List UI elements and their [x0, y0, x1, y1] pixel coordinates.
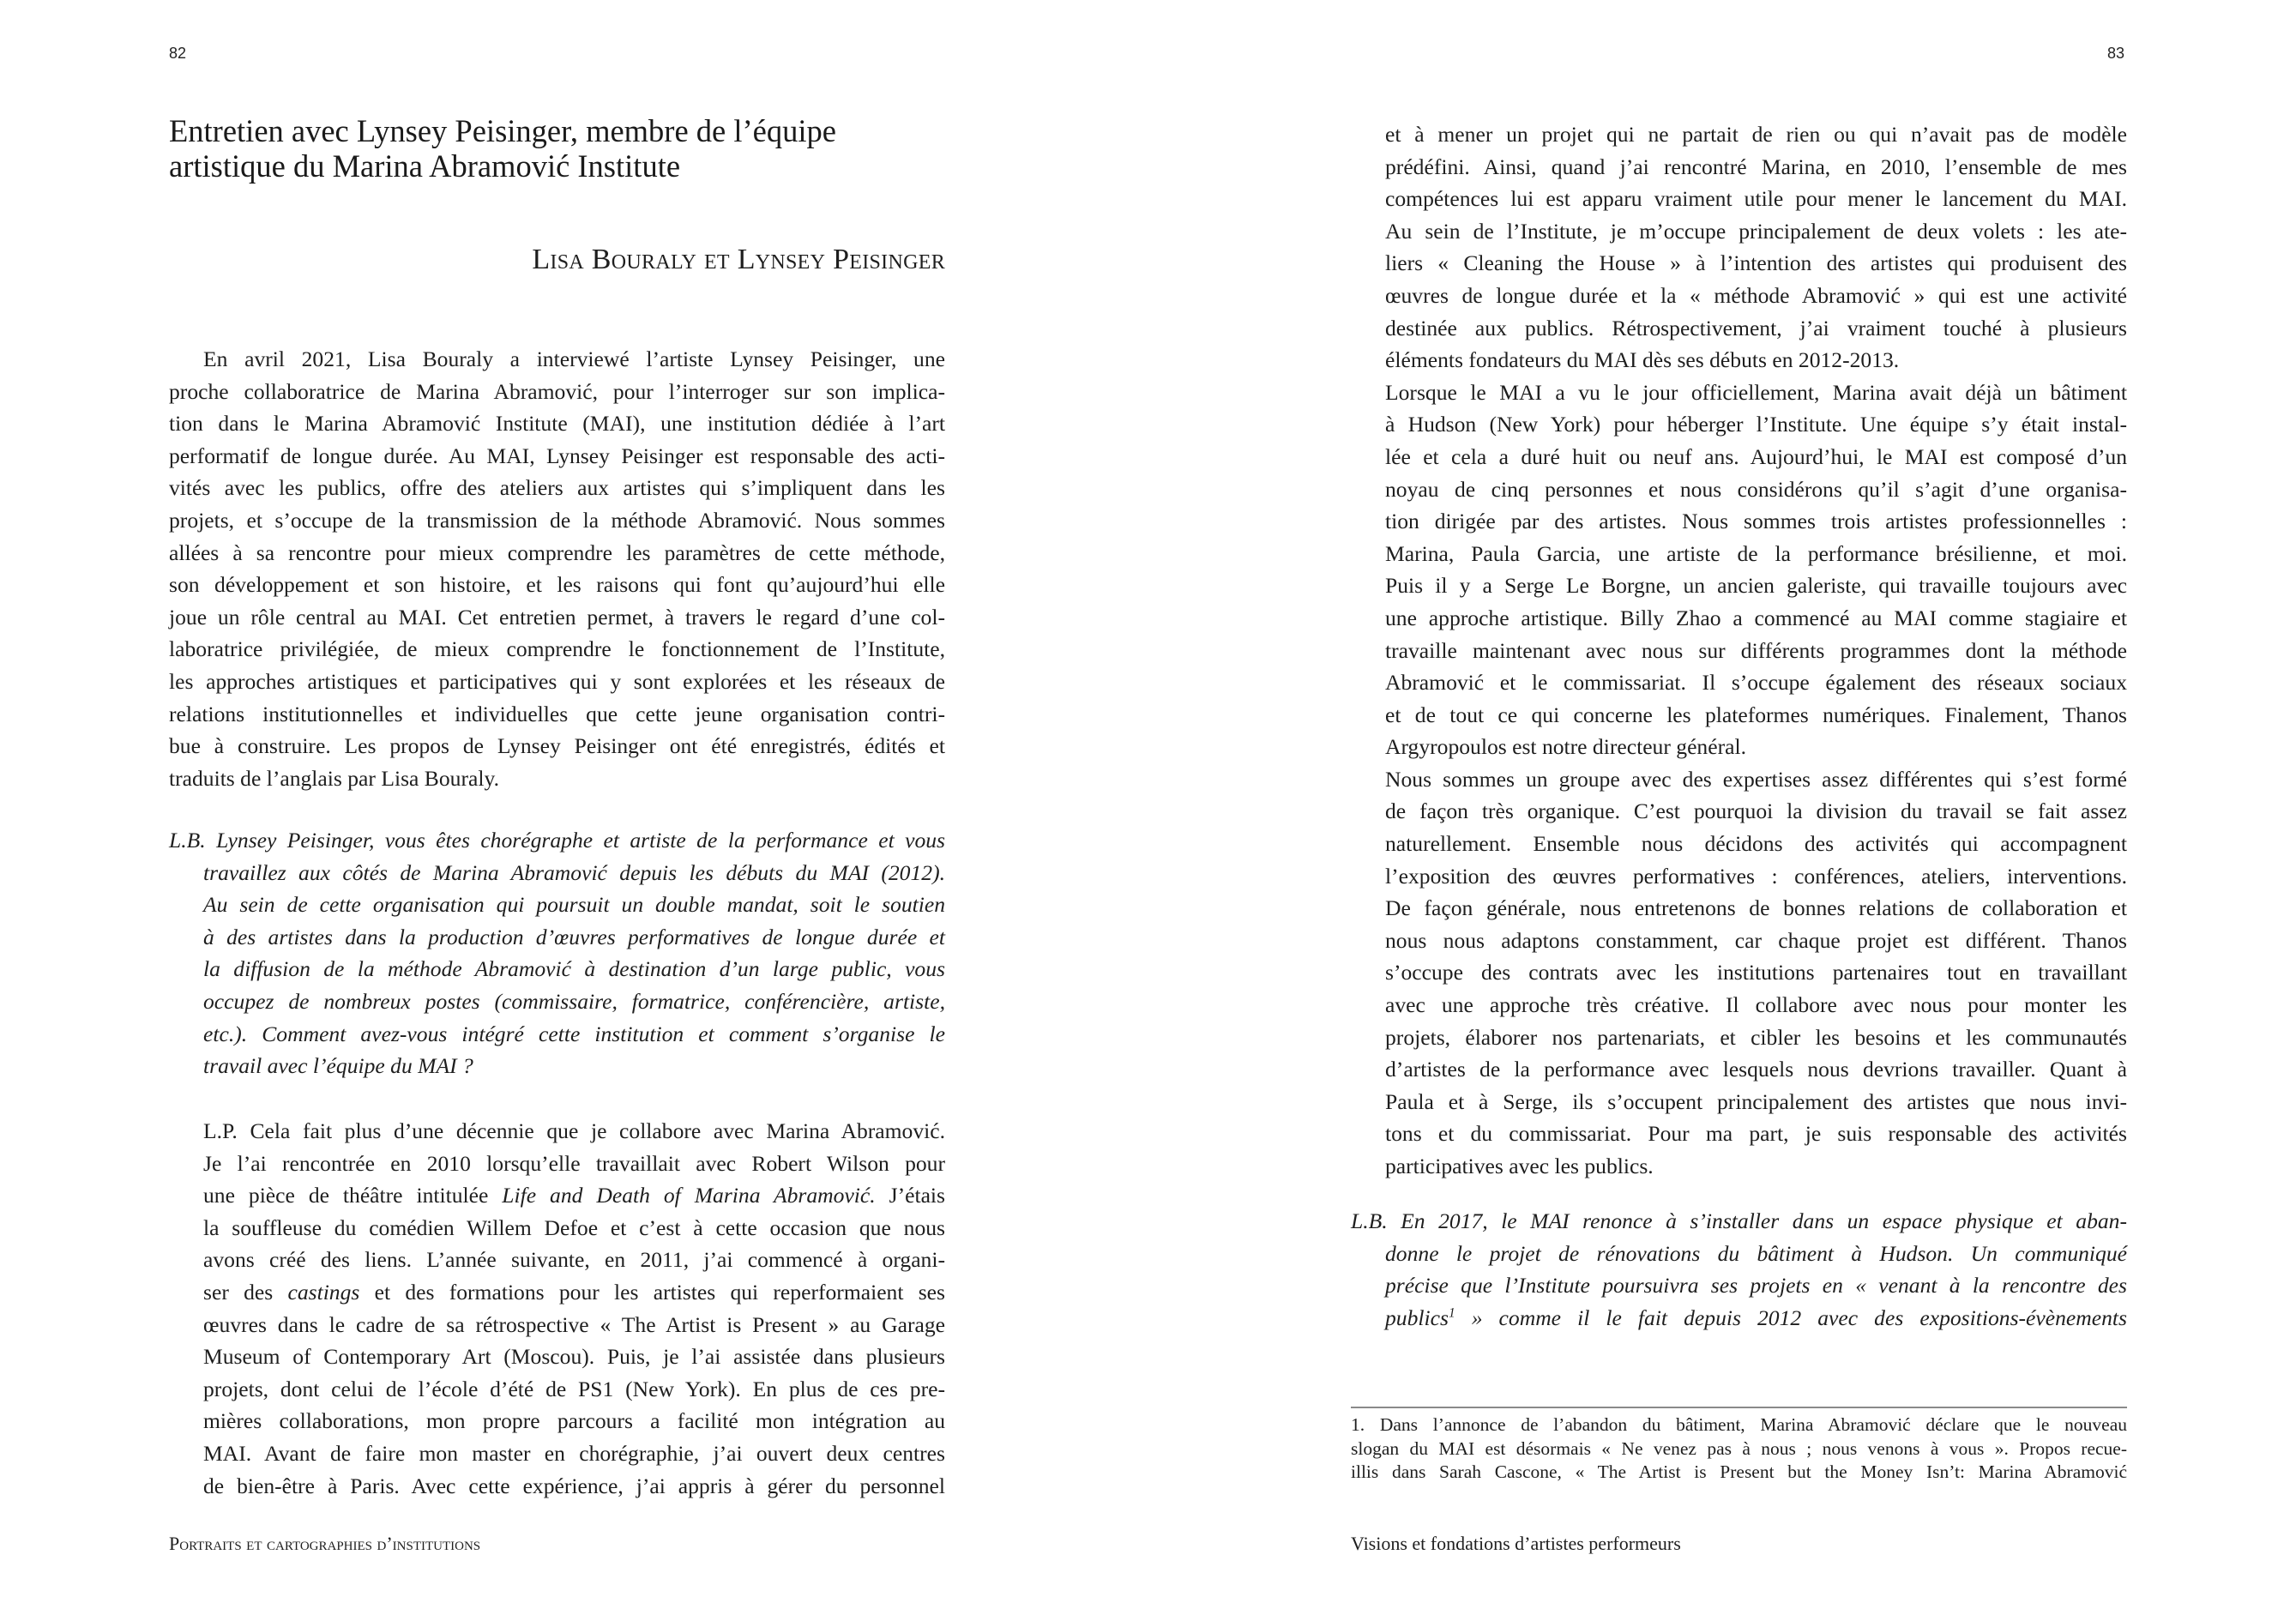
text-line: la diffusion de la méthode Abramović à destination d’un large public, vous: [203, 956, 945, 982]
text-line: s’occupe des contrats avec les institutions partenaires tout en travaillant: [1385, 960, 2127, 985]
text-line: d’artistes de la performance avec lesquels nous devrions travailler. Quant à: [1385, 1057, 2127, 1082]
text-line: laboratrice privilégiée, de mieux comprendre le fonctionnement de l’Institute,: [169, 636, 945, 662]
text-line: travaille maintenant avec nous sur différents programmes dont la méthode: [1385, 637, 2127, 663]
text-line: allées à sa rencontre pour mieux comprendre les paramètres de cette méthode,: [169, 539, 945, 565]
footnote-divider: [1351, 1407, 2127, 1408]
text-line: vités avec les publics, offre des ateliers aux artistes qui s’impliquent dans les: [169, 475, 945, 501]
text-line: œuvres dans le cadre de sa rétrospective « The Artist is Present » au Garage: [203, 1311, 945, 1337]
text-run: J’étais: [875, 1183, 945, 1208]
footnote: [1351, 1413, 2127, 1485]
text-line: naturellement. Ensemble nous décidons des activités qui accompagnent: [1385, 831, 2127, 857]
text-line: En avril 2021, Lisa Bouraly a interviewé l’artiste Lynsey Peisinger, une: [203, 346, 945, 371]
text-line: projets, élaborer nos partenariats, et cibler les besoins et les communautés: [1385, 1024, 2127, 1050]
text-line: la souffleuse du comédien Willem Defoe et c’est à cette occasion que nous: [203, 1214, 945, 1240]
text-line: travaillez aux côtés de Marina Abramović depuis les débuts du MAI (2012).: [203, 859, 945, 885]
text-line: mières collaborations, mon propre parcours a facilité mon intégration au: [203, 1408, 945, 1434]
title-line: Entretien avec Lynsey Peisinger, membre de l’équipe: [169, 113, 836, 148]
text-line: les approches artistiques et participatives qui y sont explorées et les réseaux de: [169, 668, 945, 694]
text-line: Argyropoulos est notre directeur général.: [1385, 734, 1746, 760]
text-line: l’exposition des œuvres performatives : conférences, ateliers, interventions.: [1385, 863, 2127, 889]
text-line: Museum of Contemporary Art (Moscou). Puis, je l’ai assistée dans plusieurs: [203, 1344, 945, 1370]
text-line: De façon générale, nous entretenons de bonnes relations de collaboration et: [1385, 895, 2127, 921]
text-line: travail avec l’équipe du MAI ?: [203, 1053, 473, 1079]
text-line: MAI. Avant de faire mon master en chorégraphie, j’ai ouvert deux centres: [203, 1440, 945, 1466]
interview-question: [1351, 1205, 2127, 1334]
text-line: tons et du commissariat. Pour ma part, je suis responsable des activités: [1385, 1121, 2127, 1147]
text-line: Au sein de l’Institute, je m’occupe principalement de deux volets : les ate-: [1385, 218, 2127, 244]
text-line: occupez de nombreux postes (commissaire, formatrice, conférencière, artiste,: [203, 988, 945, 1014]
text-line: tion dirigée par des artistes. Nous sommes trois artistes professionnelles :: [1385, 509, 2127, 534]
footnote-line: slogan du MAI est désormais « Ne venez pas à nous ; nous venons à vous ». Propos recue-: [1351, 1437, 2127, 1459]
footnote-reference[interactable]: 1: [1448, 1305, 1455, 1321]
text-run: et des formations pour les artistes qui reperformaient ses: [359, 1279, 945, 1305]
text-line: tion dans le Marina Abramović Institute (MAI), une institution dédiée à l’art: [169, 411, 945, 437]
text-line: et à mener un projet qui ne partait de rien ou qui n’avait pas de modèle: [1385, 122, 2127, 147]
page-number: 83: [2107, 45, 2125, 62]
text-line: performatif de longue durée. Au MAI, Lynsey Peisinger est responsable des acti-: [169, 443, 945, 468]
article-title: [169, 113, 984, 184]
text-line: donne le projet de rénovations du bâtiment à Hudson. Un communiqué: [1385, 1240, 2127, 1266]
text-line: une approche artistique. Billy Zhao a commencé au MAI comme stagiaire et: [1385, 605, 2127, 630]
text-line: traduits de l’anglais par Lisa Bouraly.: [169, 765, 499, 791]
title-line: artistique du Marina Abramović Institute: [169, 148, 681, 184]
text-line: et de tout ce qui concerne les plateformes numériques. Finalement, Thanos: [1385, 702, 2127, 727]
text-line: nous nous adaptons constamment, car chaque projet est différent. Thanos: [1385, 927, 2127, 953]
text-line: joue un rôle central au MAI. Cet entretien permet, à travers le regard d’une col-: [169, 604, 945, 630]
page-number: 82: [169, 45, 187, 62]
text-line: projets, et s’occupe de la transmission de la méthode Abramović. Nous sommes: [169, 507, 945, 533]
text-line: destinée aux publics. Rétrospectivement, j’ai vraiment touché à plusieurs: [1385, 315, 2127, 340]
text-line: proche collaboratrice de Marina Abramović, pour l’interroger sur son implica-: [169, 378, 945, 404]
text-line: projets, dont celui de l’école d’été de PS1 (New York). En plus de ces pre-: [203, 1376, 945, 1401]
text-line: à des artistes dans la production d’œuvres performatives de longue durée et: [203, 924, 945, 949]
text-line: à Hudson (New York) pour héberger l’Institute. Une équipe s’y était instal-: [1385, 412, 2127, 437]
text-line: [203, 1276, 945, 1309]
text-line: noyau de cinq personnes et nous considérons qu’il s’agit d’une organisa-: [1385, 476, 2127, 502]
text-line: compétences lui est apparu vraiment utile pour mener le lancement du MAI.: [1385, 186, 2127, 212]
text-line: L.B. En 2017, le MAI renonce à s’installer dans un espace physique et aban-: [1351, 1208, 2127, 1233]
text-line: participatives avec les publics.: [1385, 1154, 1654, 1178]
text-line: Abramović et le commissariat. Il s’occupe également des réseaux sociaux: [1385, 670, 2127, 696]
work-title: Life and Death of Marina Abramović.: [502, 1183, 876, 1208]
text-run: » comme il le fait depuis 2012 avec des expositions-évènements: [1455, 1305, 2127, 1330]
text-line: Marina, Paula Garcia, une artiste de la performance brésilienne, et moi.: [1385, 540, 2127, 566]
emphasis: castings: [287, 1279, 360, 1305]
text-line: etc.). Comment avez-vous intégré cette institution et comment s’organise le: [203, 1021, 945, 1046]
text-line: L.P. Cela fait plus d’une décennie que je collabore avec Marina Abramović.: [203, 1118, 945, 1143]
text-line: avec une approche très créative. Il collabore avec nous pour monter les: [1385, 992, 2127, 1018]
article-authors: Lisa Bouraly et Lynsey Peisinger: [532, 244, 945, 275]
text-line: de façon très organique. C’est pourquoi la division du travail se fait assez: [1385, 798, 2127, 824]
running-footer: Visions et fondations d’artistes performeurs: [1351, 1533, 1681, 1554]
text-line: prédéfini. Ainsi, quand j’ai rencontré Marina, en 2010, l’ensemble de mes: [1385, 154, 2127, 179]
interview-question: [169, 824, 945, 1082]
running-footer: Portraits et cartographies d’institutions: [169, 1533, 481, 1554]
text-line: son développement et son histoire, et les raisons qui font qu’aujourd’hui elle: [169, 572, 945, 598]
text-run: une pièce de théâtre intitulée: [203, 1183, 503, 1208]
text-line: précise que l’Institute poursuivra ses projets en « venant à la rencontre des: [1385, 1273, 2127, 1299]
text-line: Lorsque le MAI a vu le jour officiellement, Marina avait déjà un bâtiment: [1385, 379, 2127, 405]
text-line: œuvres de longue durée et la « méthode Abramović » qui est une activité: [1385, 282, 2127, 308]
text-line: [203, 1179, 945, 1212]
text-line: Au sein de cette organisation qui poursuit un double mandat, soit le soutien: [203, 892, 945, 918]
text-line: de bien-être à Paris. Avec cette expérience, j’ai appris à gérer du personnel: [203, 1473, 945, 1498]
text-line: Nous sommes un groupe avec des expertises assez différentes qui s’est formé: [1385, 766, 2127, 792]
text-line: lée et cela a duré huit ou neuf ans. Aujourd’hui, le MAI est composé d’un: [1385, 443, 2127, 469]
interview-answer: [203, 1115, 945, 1502]
text-line: relations institutionnelles et individuelles que cette jeune organisation contri-: [169, 701, 945, 726]
text-line: L.B. Lynsey Peisinger, vous êtes chorégraphe et artiste de la performance et vous: [169, 828, 945, 853]
text-run: ser des: [203, 1279, 288, 1305]
text-line: éléments fondateurs du MAI dès ses débuts en 2012-2013.: [1385, 347, 1900, 373]
text-run: publics: [1385, 1305, 1449, 1330]
text-line: [1385, 1302, 2127, 1335]
text-line: avons créé des liens. L’année suivante, en 2011, j’ai commencé à organi-: [203, 1247, 945, 1273]
intro-paragraph: [169, 343, 945, 794]
footnote-line: 1. Dans l’annonce de l’abandon du bâtiment, Marina Abramović déclare que le nouveau: [1351, 1414, 2127, 1435]
answer-continuation: [1385, 118, 2127, 1183]
text-line: Puis il y a Serge Le Borgne, un ancien galeriste, qui travaille toujours avec: [1385, 573, 2127, 599]
text-line: Je l’ai rencontrée en 2010 lorsqu’elle travaillait avec Robert Wilson pour: [203, 1150, 945, 1176]
footnote-line: illis dans Sarah Cascone, « The Artist is Present but the Money Isn’t: Marina Abramović: [1351, 1461, 2127, 1482]
text-line: liers « Cleaning the House » à l’intention des artistes qui produisent des: [1385, 250, 2127, 276]
text-line: bue à construire. Les propos de Lynsey Peisinger ont été enregistrés, édités et: [169, 733, 945, 759]
text-line: Paula et à Serge, ils s’occupent principalement des artistes que nous invi-: [1385, 1088, 2127, 1114]
